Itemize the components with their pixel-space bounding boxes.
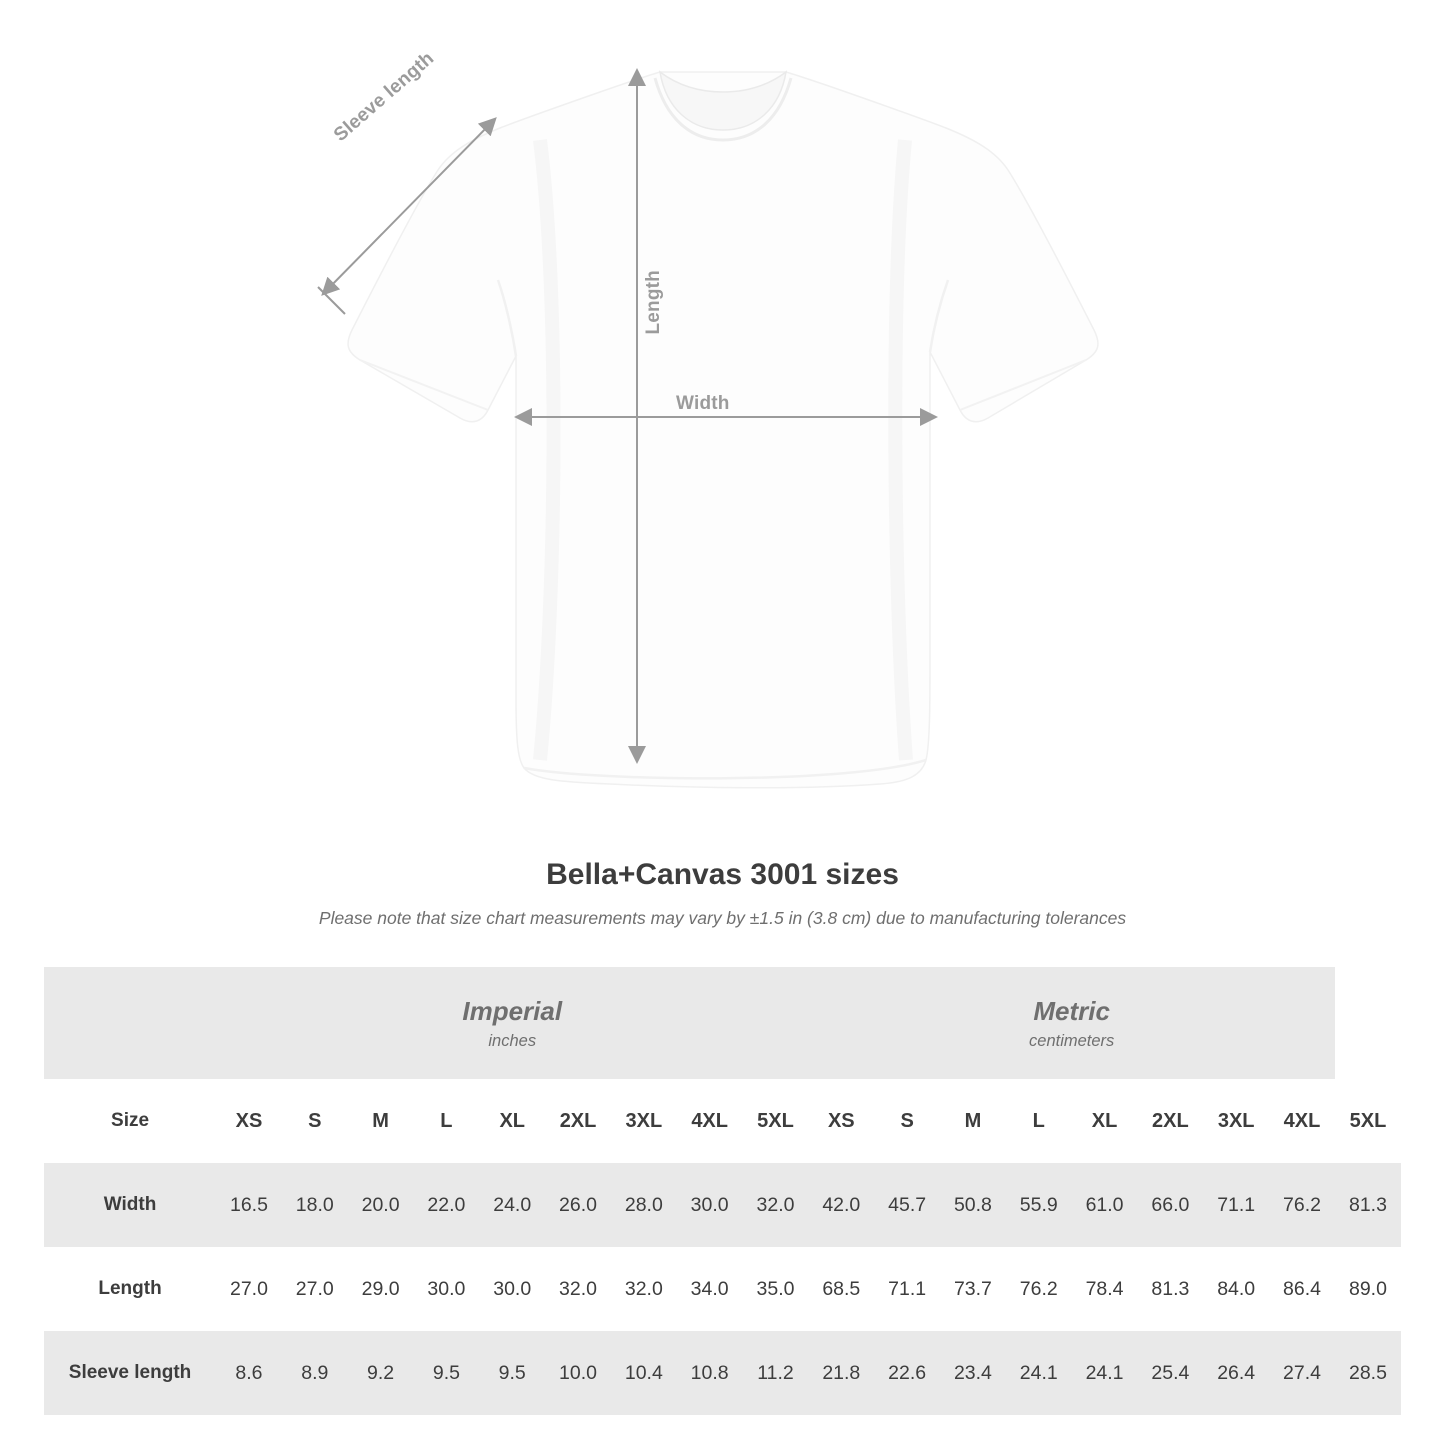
table-cell: 27.0: [282, 1247, 348, 1331]
unit-header-row: [44, 967, 1401, 1079]
table-row: [44, 1247, 1401, 1331]
size-header-cell: XS: [808, 1079, 874, 1163]
table-cell: 68.5: [808, 1247, 874, 1331]
table-cell: 21.8: [808, 1331, 874, 1415]
table-cell: 45.7: [874, 1163, 940, 1247]
table-cell: 10.4: [611, 1331, 677, 1415]
table-cell: 50.8: [940, 1163, 1006, 1247]
sleeve-length-label: Sleeve length: [330, 47, 439, 146]
table-cell: 55.9: [1006, 1163, 1072, 1247]
size-header-cell: XL: [1072, 1079, 1138, 1163]
unit-group-imperial-sub: inches: [488, 1032, 537, 1051]
row-label-sleeve-length: Sleeve length: [44, 1331, 216, 1415]
unit-group-metric-name: Metric: [1033, 995, 1110, 1026]
table-cell: 32.0: [743, 1163, 809, 1247]
table-cell: 32.0: [545, 1247, 611, 1331]
table-cell: 26.4: [1203, 1331, 1269, 1415]
table-cell: 71.1: [874, 1247, 940, 1331]
size-header-cell: 4XL: [677, 1079, 743, 1163]
table-cell: 28.0: [611, 1163, 677, 1247]
table-cell: 73.7: [940, 1247, 1006, 1331]
table-cell: 27.0: [216, 1247, 282, 1331]
table-cell: 66.0: [1137, 1163, 1203, 1247]
table-cell: 22.0: [414, 1163, 480, 1247]
table-cell: 9.2: [348, 1331, 414, 1415]
table-cell: 16.5: [216, 1163, 282, 1247]
unit-group-imperial-name: Imperial: [462, 995, 563, 1026]
table-cell: 8.6: [216, 1331, 282, 1415]
row-label-width: Width: [44, 1163, 216, 1247]
size-header-cell: 2XL: [545, 1079, 611, 1163]
table-cell: 78.4: [1072, 1247, 1138, 1331]
length-label: Length: [643, 270, 664, 335]
table-cell: 32.0: [611, 1247, 677, 1331]
table-cell: 30.0: [479, 1247, 545, 1331]
size-header-cell: XS: [216, 1079, 282, 1163]
table-cell: 8.9: [282, 1331, 348, 1415]
table-cell: 11.2: [743, 1331, 809, 1415]
table-cell: 86.4: [1269, 1247, 1335, 1331]
table-row: [44, 1331, 1401, 1415]
size-table: [44, 967, 1401, 1415]
table-cell: 10.8: [677, 1331, 743, 1415]
table-row: [44, 1163, 1401, 1247]
table-cell: 28.5: [1335, 1331, 1401, 1415]
table-cell: 42.0: [808, 1163, 874, 1247]
size-header-cell: 5XL: [743, 1079, 809, 1163]
size-header-row: [44, 1079, 1401, 1163]
chart-title: Bella+Canvas 3001 sizes: [546, 858, 899, 891]
size-header-cell: M: [940, 1079, 1006, 1163]
table-cell: 29.0: [348, 1247, 414, 1331]
table-cell: 10.0: [545, 1331, 611, 1415]
unit-group-metric: [808, 967, 1335, 1079]
table-cell: 61.0: [1072, 1163, 1138, 1247]
table-cell: 27.4: [1269, 1331, 1335, 1415]
size-header-cell: 4XL: [1269, 1079, 1335, 1163]
table-cell: 81.3: [1137, 1247, 1203, 1331]
size-header-label: Size: [44, 1079, 216, 1163]
table-cell: 76.2: [1269, 1163, 1335, 1247]
table-cell: 35.0: [743, 1247, 809, 1331]
table-cell: 84.0: [1203, 1247, 1269, 1331]
size-header-cell: 3XL: [611, 1079, 677, 1163]
unit-header-spacer: [44, 967, 216, 1079]
table-cell: 24.1: [1006, 1331, 1072, 1415]
table-cell: 25.4: [1137, 1331, 1203, 1415]
size-header-cell: 5XL: [1335, 1079, 1401, 1163]
table-cell: 76.2: [1006, 1247, 1072, 1331]
size-header-cell: S: [874, 1079, 940, 1163]
size-header-cell: L: [414, 1079, 480, 1163]
size-header-cell: L: [1006, 1079, 1072, 1163]
table-cell: 9.5: [479, 1331, 545, 1415]
table-cell: 9.5: [414, 1331, 480, 1415]
chart-subtitle: Please note that size chart measurements may vary by ±1.5 in (3.8 cm) due to manufacturing tolerances: [318, 908, 1127, 928]
size-table-wrapper: [0, 967, 1445, 1415]
table-cell: 30.0: [677, 1163, 743, 1247]
table-cell: 20.0: [348, 1163, 414, 1247]
table-cell: 34.0: [677, 1247, 743, 1331]
table-cell: 24.0: [479, 1163, 545, 1247]
width-label: Width: [676, 393, 730, 414]
table-cell: 71.1: [1203, 1163, 1269, 1247]
unit-group-imperial: [216, 967, 808, 1079]
table-cell: 18.0: [282, 1163, 348, 1247]
row-label-length: Length: [44, 1247, 216, 1331]
size-header-cell: 2XL: [1137, 1079, 1203, 1163]
size-header-cell: XL: [479, 1079, 545, 1163]
table-cell: 26.0: [545, 1163, 611, 1247]
table-cell: 81.3: [1335, 1163, 1401, 1247]
size-header-cell: S: [282, 1079, 348, 1163]
size-header-cell: 3XL: [1203, 1079, 1269, 1163]
size-header-cell: M: [348, 1079, 414, 1163]
table-cell: 24.1: [1072, 1331, 1138, 1415]
table-cell: 89.0: [1335, 1247, 1401, 1331]
unit-group-metric-sub: centimeters: [1029, 1032, 1115, 1051]
table-cell: 30.0: [414, 1247, 480, 1331]
table-cell: 23.4: [940, 1331, 1006, 1415]
table-cell: 22.6: [874, 1331, 940, 1415]
